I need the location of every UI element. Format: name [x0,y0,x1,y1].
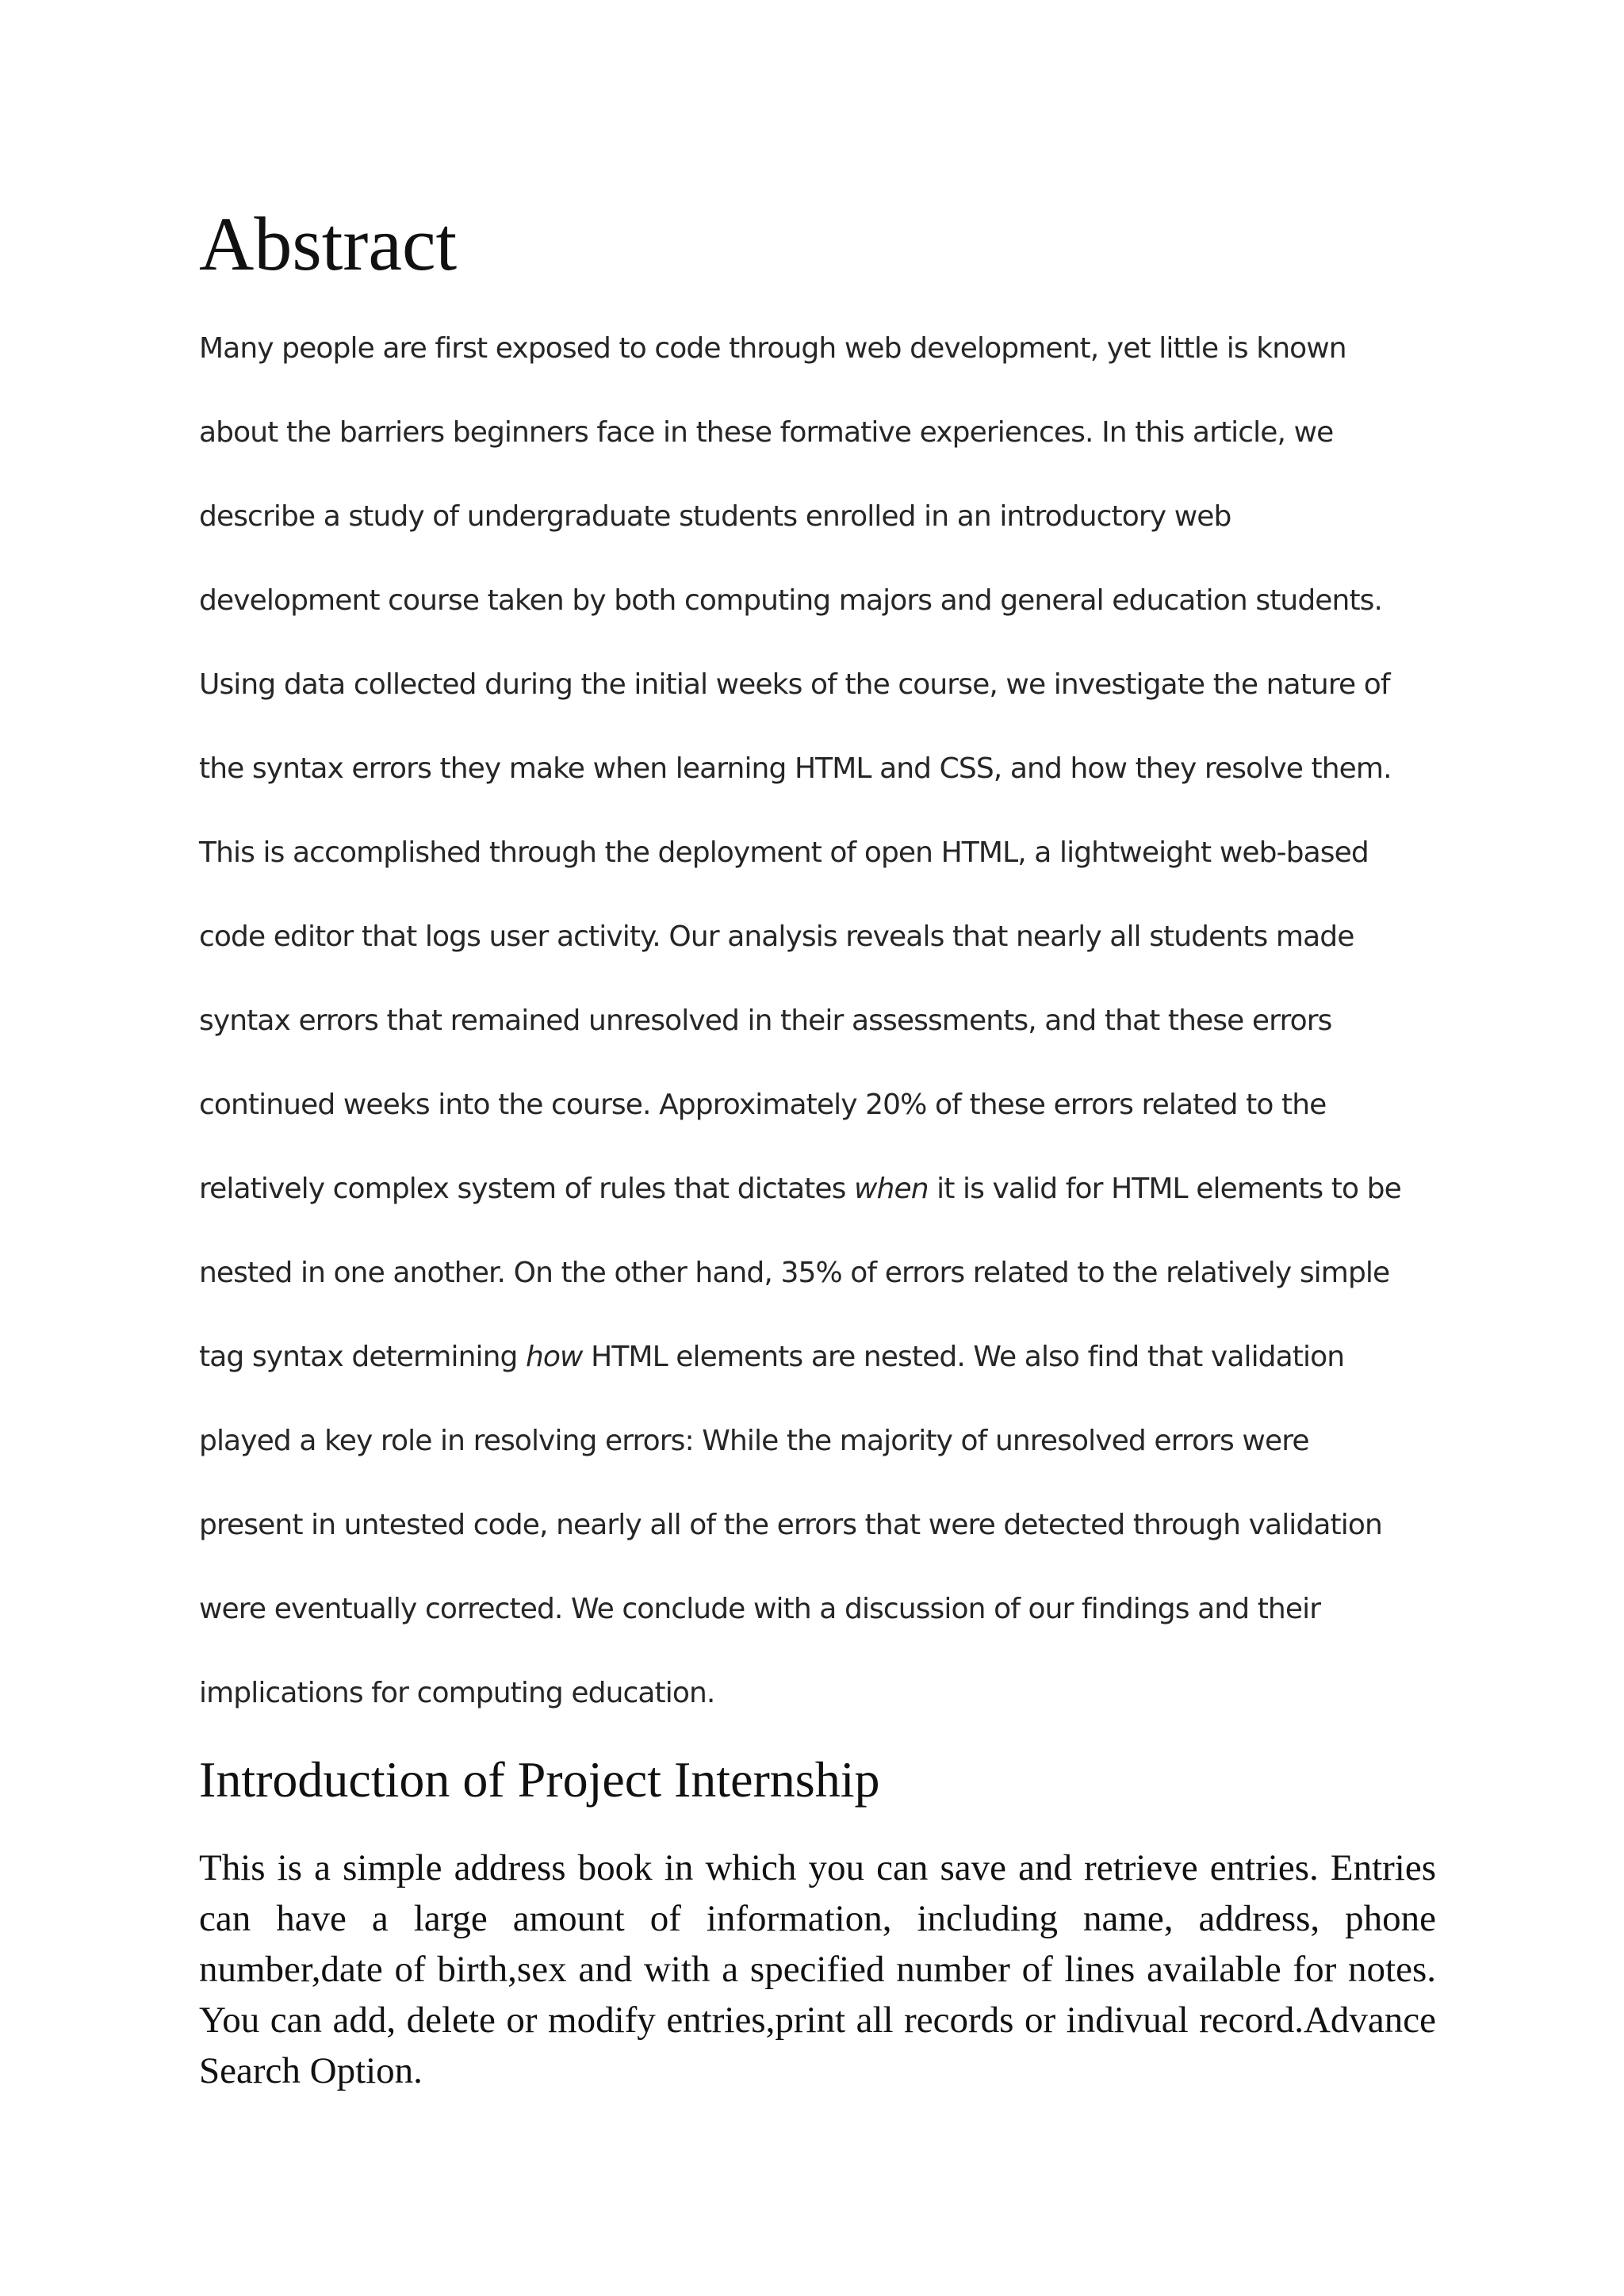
abstract-line: continued weeks into the course. Approximately 20% of these errors related to the [199,1089,1327,1121]
emphasis-word: how [526,1341,583,1373]
abstract-line: syntax errors that remained unresolved in their assessments, and that these errors [199,1004,1332,1037]
abstract-line: were eventually corrected. We conclude with a discussion of our findings and their [199,1593,1321,1625]
abstract-line: Many people are first exposed to code through web development, yet little is known [199,332,1346,365]
introduction-line: can have a large amount of information, including name, address, phone [199,1898,1436,1939]
introduction-paragraph [199,1843,1436,2096]
abstract-line: played a key role in resolving errors: While the majority of unresolved errors were [199,1425,1309,1457]
abstract-line: describe a study of undergraduate students enrolled in an introductory web [199,500,1231,533]
abstract-line: implications for computing education. [199,1677,715,1709]
line-text: tag syntax determining [199,1341,527,1373]
abstract-line: code editor that logs user activity. Our analysis reveals that nearly all students made [199,920,1354,953]
abstract-heading: Abstract [199,201,458,286]
introduction-line: number,date of birth,sex and with a specified number of lines available for notes. [199,1949,1436,1990]
abstract-paragraph [199,320,1436,1748]
introduction-line: This is a simple address book in which you can save and retrieve entries. Entries [199,1847,1436,1888]
abstract-line: about the barriers beginners face in these formative experiences. In this article, we [199,416,1334,449]
abstract-line [199,1160,1436,1244]
emphasis-word: when [853,1173,929,1205]
line-text: HTML elements are nested. We also find that validation [582,1341,1345,1373]
abstract-line: present in untested code, nearly all of the errors that were detected through validation [199,1509,1382,1541]
abstract-line [199,1328,1436,1412]
line-text: it is valid for HTML elements to be [928,1173,1401,1205]
introduction-line: You can add, delete or modify entries,print all records or indivual record.Advance [199,1999,1436,2041]
introduction-line: Search Option. [199,2050,423,2091]
abstract-line: the syntax errors they make when learning HTML and CSS, and how they resolve them. [199,752,1392,785]
abstract-line: This is accomplished through the deployment of open HTML, a lightweight web-based [199,836,1369,869]
line-text: relatively complex system of rules that dictates [199,1173,854,1205]
abstract-line: nested in one another. On the other hand, 35% of errors related to the relatively simple [199,1257,1390,1289]
introduction-heading: Introduction of Project Internship [199,1751,880,1808]
abstract-line: Using data collected during the initial weeks of the course, we investigate the nature of [199,668,1390,701]
abstract-line: development course taken by both computing majors and general education students. [199,584,1383,617]
